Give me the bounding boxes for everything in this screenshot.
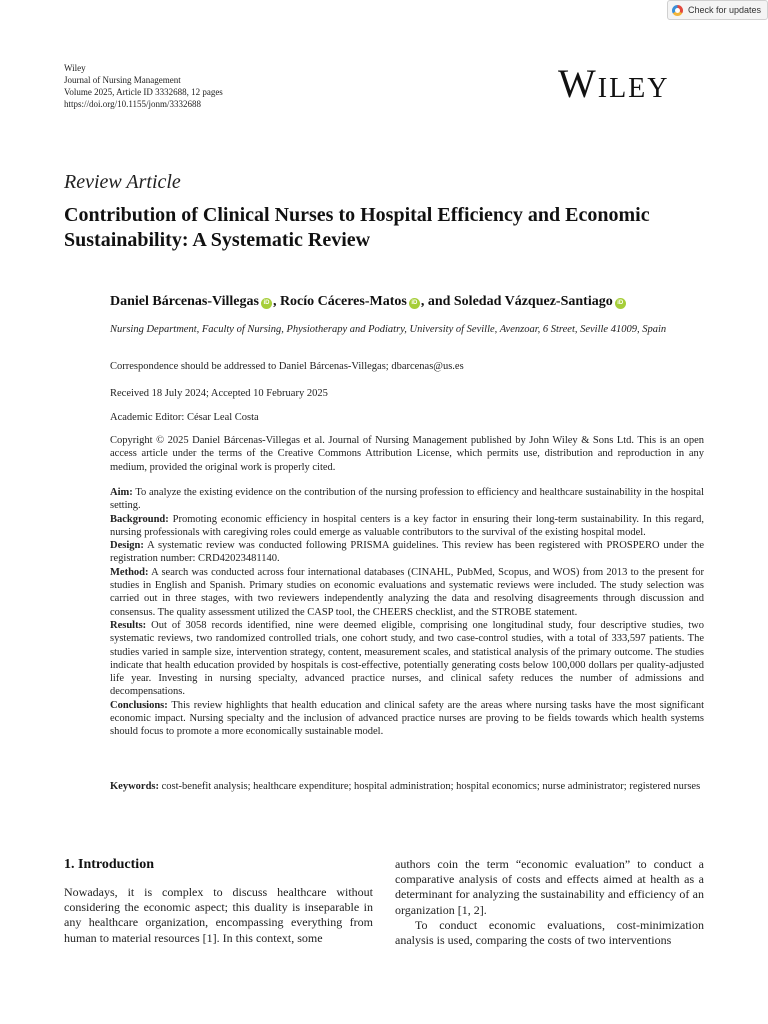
author-name[interactable]: Daniel Bárcenas-Villegas — [110, 294, 259, 309]
article-type: Review Article — [64, 171, 181, 193]
academic-editor: Academic Editor: César Leal Costa — [110, 412, 259, 423]
keywords-label: Keywords: — [110, 781, 159, 792]
author-name[interactable]: Soledad Vázquez-Santiago — [453, 294, 613, 309]
doi-link[interactable]: https://doi.org/10.1155/jonm/3332688 — [64, 99, 202, 109]
correspondence: Correspondence should be addressed to Daniel Bárcenas-Villegas; dbarcenas@us.es — [110, 361, 464, 372]
abstract-text: Promoting economic efficiency in hospital centers is a key factor in ensuring their long-term sustainability. In this regard, nursing professionals with caregiving roles could emerge as valuable contributors to the survival of the existing hospital model. — [110, 513, 704, 538]
abstract-label: Background: — [110, 513, 169, 525]
affiliation: Nursing Department, Faculty of Nursing, Physiotherapy and Podiatry, University of Seville, Avenzoar, 6 Street, Seville 41009, Spain — [110, 324, 667, 335]
abstract-aim — [110, 486, 704, 513]
body-column-right — [395, 857, 704, 948]
wiley-logo: Wiley — [558, 61, 670, 106]
orcid-icon[interactable]: iD — [261, 298, 272, 309]
abstract-design — [110, 539, 704, 566]
publication-info — [64, 62, 223, 110]
abstract-text: A search was conducted across four international databases (CINAHL, PubMed, Scopus, and WOS) from 2013 to the present for studies in English and Spanish. Primary studies on economic evaluations and systematic reviews were included. The study selection was carried out in three stages, with two reviewers independently analyzing the data and resolving disagreements through discussion and consensus. The quality assessment utilized the CASP tool, the CHEERS checklist, and the STROBE statement. — [110, 566, 704, 618]
abstract-text: This review highlights that health education and clinical safety are the areas where nursing tasks have the most significant economic impact. Nursing specialty and the inclusion of advanced practice nurses are proving to be fields towards which health systems should focus to promote a more economically sustainable model. — [110, 699, 704, 738]
body-paragraph: authors coin the term “economic evaluation” to conduct a comparative analysis of costs and effects aimed at health as a determinant for analyzing the sustainability and efficiency of an organization [1, 2]. — [395, 857, 704, 917]
abstract-label: Conclusions: — [110, 699, 168, 711]
volume-info: Volume 2025, Article ID 3332688, 12 pages — [64, 87, 223, 97]
orcid-icon[interactable]: iD — [615, 298, 626, 309]
check-for-updates-label: Check for updates — [687, 5, 761, 15]
author-list — [110, 294, 627, 310]
abstract — [110, 486, 704, 739]
keywords-text: cost-benefit analysis; healthcare expenditure; hospital administration; hospital economics; nurse administrator; registered nurses — [159, 781, 701, 792]
abstract-label: Results: — [110, 619, 147, 631]
section-heading: 1. Introduction — [64, 857, 154, 872]
crossmark-icon — [672, 5, 683, 16]
author-separator: , — [272, 294, 280, 309]
body-paragraph: Nowadays, it is complex to discuss healthcare without considering the economic aspect; this duality is inseparable in any healthcare organization, encompassing everything from human to material resources [1]. In this context, some — [64, 885, 373, 945]
abstract-text: Out of 3058 records identified, nine were deemed eligible, comprising one longitudinal study, four descriptive studies, two systematic reviews, two randomized controlled trials, one cohort study, and two case-control studies, with a total of 333,597 patients. The studies varied in sample size, intervention strategy, content, measurement scales, and statistical analysis of the primary outcome. The studies indicate that health education provided by hospitals is cost-effective, potentially generating costs below 100,000 dollars per quality-adjusted life year. Investing in nursing specialty, advanced practice nurses, and clinical safety reduces the number of admissions and decompensations. — [110, 619, 704, 698]
abstract-label: Design: — [110, 540, 144, 552]
abstract-results — [110, 619, 704, 699]
abstract-method — [110, 566, 704, 619]
body-column-left — [64, 885, 373, 946]
abstract-conclusions — [110, 699, 704, 739]
abstract-text: To analyze the existing evidence on the contribution of the nursing profession to efficiency and healthcare sustainability in the hospital setting. — [110, 487, 704, 512]
journal-name: Journal of Nursing Management — [64, 75, 181, 85]
author-separator: , and — [420, 294, 454, 309]
check-for-updates-button[interactable] — [667, 0, 768, 20]
article-title: Contribution of Clinical Nurses to Hospital Efficiency and Economic Sustainability: A Systematic Review — [64, 204, 650, 251]
abstract-label: Aim: — [110, 487, 133, 498]
publisher-name: Wiley — [64, 63, 86, 73]
abstract-label: Method: — [110, 566, 149, 578]
keywords — [110, 780, 704, 793]
abstract-text: A systematic review was conducted following PRISMA guidelines. This review has been registered with PROSPERO under the registration number: CRD42023481140. — [110, 540, 704, 565]
body-paragraph: To conduct economic evaluations, cost-minimization analysis is used, comparing the costs of two interventions — [395, 917, 704, 948]
orcid-icon[interactable]: iD — [409, 298, 420, 309]
abstract-background — [110, 513, 704, 540]
author-name[interactable]: Rocío Cáceres-Matos — [279, 294, 407, 309]
copyright-notice: Copyright © 2025 Daniel Bárcenas-Villegas et al. Journal of Nursing Management published by John Wiley & Sons Ltd. This is an open access article under the terms of the Creative Commons Attribution License, which permits use, distribution and reproduction in any medium, provided the original work is properly cited. — [110, 435, 704, 473]
received-accepted-dates: Received 18 July 2024; Accepted 10 February 2025 — [110, 388, 328, 399]
